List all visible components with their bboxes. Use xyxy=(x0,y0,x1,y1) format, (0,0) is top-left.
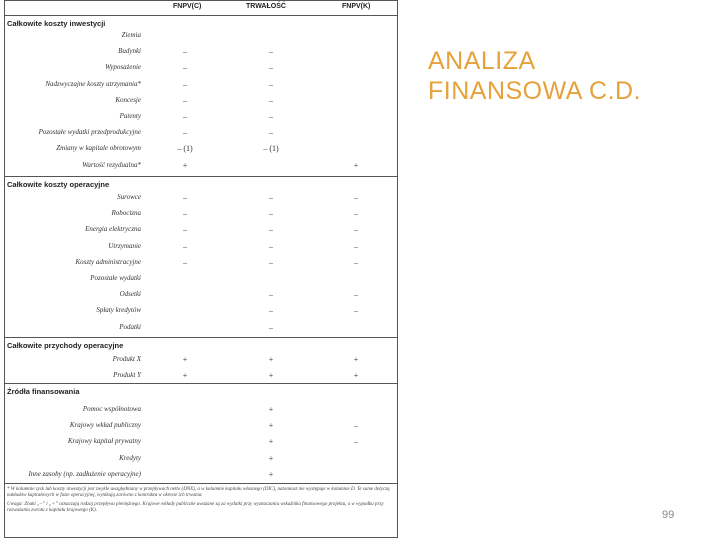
table-row xyxy=(5,112,397,124)
column-header-fnpv-c: FNPV(C) xyxy=(173,3,202,10)
footnote-note: Uwaga: Znaki „–” i „+” oznaczają rodzaj przepływu pieniężnego. Krajowe wkłady publiczne uważane są za wydatki przy wyznaczaniu wskaźnika finansowego projektu, a w wypadku przy rozważaniu zwrotu z kapitału krajowego (K). xyxy=(7,502,384,513)
row-label: Surowce xyxy=(117,193,141,201)
table-row xyxy=(5,144,397,156)
row-label: Pomoc współnotowa xyxy=(82,405,141,413)
cell-sign: – xyxy=(269,193,273,202)
row-label: Wartość rezydualna* xyxy=(82,160,141,169)
table-row xyxy=(5,405,397,417)
table-row xyxy=(5,63,397,75)
table-row xyxy=(5,437,397,449)
row-label: Koszty administracyjne xyxy=(75,257,141,266)
table-document xyxy=(4,0,398,538)
page-number: 99 xyxy=(662,509,675,521)
cell-sign: – xyxy=(354,193,358,202)
footnotes xyxy=(7,487,395,514)
table-row xyxy=(5,306,397,318)
row-label: Krajowy kapitał prywatny xyxy=(67,437,141,446)
cell-sign: + xyxy=(268,469,274,479)
table-row xyxy=(5,274,397,286)
cell-sign: – xyxy=(269,47,273,57)
section-divider xyxy=(5,176,397,177)
cell-sign: – xyxy=(354,257,358,267)
table-row xyxy=(5,96,397,108)
cell-sign: – xyxy=(183,209,187,219)
row-label: Utrzymanie xyxy=(108,241,141,250)
row-label: Krajowy wkład publiczny xyxy=(69,421,141,430)
cell-sign: – xyxy=(354,421,358,431)
table-row xyxy=(5,371,397,383)
notes-divider xyxy=(5,483,397,484)
slide-title-line2: FINANSOWA C.D. xyxy=(428,77,642,105)
row-label: Podatki xyxy=(119,322,141,331)
row-label: Robocizna xyxy=(111,209,141,218)
table-row xyxy=(5,80,397,92)
cell-sign: – xyxy=(269,225,273,235)
row-label: Inne zasoby (np. zadłużenie operacyjne) xyxy=(28,469,141,478)
cell-sign: – xyxy=(183,225,187,235)
cell-sign: – xyxy=(269,63,273,73)
table-row xyxy=(5,209,397,221)
slide-title-line1: ANALIZA xyxy=(428,47,536,75)
table-row xyxy=(5,128,397,140)
section-divider xyxy=(5,383,397,384)
cell-sign: – xyxy=(269,322,273,332)
cell-sign: + xyxy=(353,160,359,170)
cell-sign: + xyxy=(268,405,274,414)
row-label: Wyposażenie xyxy=(105,63,141,72)
section-title: Całkowite przychody operacyjne xyxy=(7,341,124,350)
cell-sign: – xyxy=(269,241,273,251)
column-header-fnpv-k: FNPV(K) xyxy=(342,3,371,10)
column-header-trwalosc: TRWAŁOŚĆ xyxy=(246,3,286,10)
cell-sign: – xyxy=(183,257,187,267)
cell-sign: + xyxy=(182,371,188,381)
section-title: Całkowite koszty inwestycji xyxy=(7,19,106,28)
cell-sign: – xyxy=(183,79,187,89)
row-label: Patenty xyxy=(119,112,141,120)
row-label: Produkt X xyxy=(112,355,141,363)
cell-sign: + xyxy=(353,355,359,364)
table-row xyxy=(5,355,397,367)
cell-sign: + xyxy=(182,355,188,364)
cell-sign: – xyxy=(269,290,273,300)
cell-sign: – xyxy=(183,95,187,105)
cell-sign: – xyxy=(269,209,273,219)
cell-sign: – xyxy=(183,241,187,251)
table-row xyxy=(5,242,397,254)
cell-sign: + xyxy=(268,371,274,381)
row-label: Produkt Y xyxy=(113,371,141,380)
cell-sign: – (1) xyxy=(263,144,279,154)
cell-sign: + xyxy=(268,437,274,447)
row-label: Kredyty xyxy=(119,453,141,462)
row-label: Odsetki xyxy=(119,290,141,299)
cell-sign: + xyxy=(268,355,274,364)
cell-sign: – xyxy=(269,257,273,267)
section-title: Źródła finansowania xyxy=(7,387,80,396)
cell-sign: – xyxy=(354,209,358,219)
row-label: Budynki xyxy=(118,47,141,56)
row-label: Pozostałe wydatki przedprodukcyjne xyxy=(38,128,141,137)
cell-sign: – xyxy=(269,112,273,121)
cell-sign: – xyxy=(183,63,187,73)
table-row xyxy=(5,454,397,466)
cell-sign: – xyxy=(354,241,358,251)
table-row xyxy=(5,225,397,237)
cell-sign: – xyxy=(354,437,358,447)
table-row xyxy=(5,290,397,302)
cell-sign: + xyxy=(268,421,274,431)
cell-sign: – xyxy=(183,193,187,202)
table-row xyxy=(5,470,397,482)
table-row xyxy=(5,161,397,173)
table-row xyxy=(5,47,397,59)
slide-title xyxy=(428,46,708,106)
table-row xyxy=(5,31,397,43)
row-label: Ziemia xyxy=(121,31,141,39)
row-label: Energia elektryczna xyxy=(85,225,141,234)
cell-sign: + xyxy=(182,160,188,170)
table-row xyxy=(5,258,397,270)
section-divider xyxy=(5,337,397,338)
cell-sign: – xyxy=(269,95,273,105)
cell-sign: – xyxy=(183,47,187,57)
row-label: Nadzwyczajne koszty utrzymania* xyxy=(45,79,141,88)
row-label: Zmiany w kapitale obrotowym xyxy=(56,144,141,153)
table-row xyxy=(5,421,397,433)
row-label: Pozostałe wydatki xyxy=(90,274,141,282)
table-header xyxy=(5,1,397,16)
cell-sign: + xyxy=(353,371,359,381)
cell-sign: – xyxy=(354,306,358,316)
cell-sign: + xyxy=(268,453,274,463)
cell-sign: – xyxy=(183,112,187,121)
table-row xyxy=(5,323,397,335)
cell-sign: – xyxy=(269,128,273,138)
cell-sign: – xyxy=(354,225,358,235)
cell-sign: – xyxy=(354,290,358,300)
cell-sign: – (1) xyxy=(177,144,193,154)
cell-sign: – xyxy=(269,79,273,89)
cell-sign: – xyxy=(269,306,273,316)
row-label: Koncesje xyxy=(115,95,141,104)
cell-sign: – xyxy=(183,128,187,138)
section-title: Całkowite koszty operacyjne xyxy=(7,180,110,189)
row-label: Spłaty kredytów xyxy=(96,306,141,315)
footnote-asterisk: * W kolumnie zysk lub koszty inwestycji jest zwykle uwzględniany w przepływach netto (DNX), a w kolumnie kapitału własnego (DIC), natomiast nie występuje w kolumnie D. Te same dotyczą nakładów kapitałowych w fazie operacyjnej, wynikają zarówno z kontraktu w okresie ich trwania. xyxy=(7,487,390,498)
table-row xyxy=(5,193,397,205)
